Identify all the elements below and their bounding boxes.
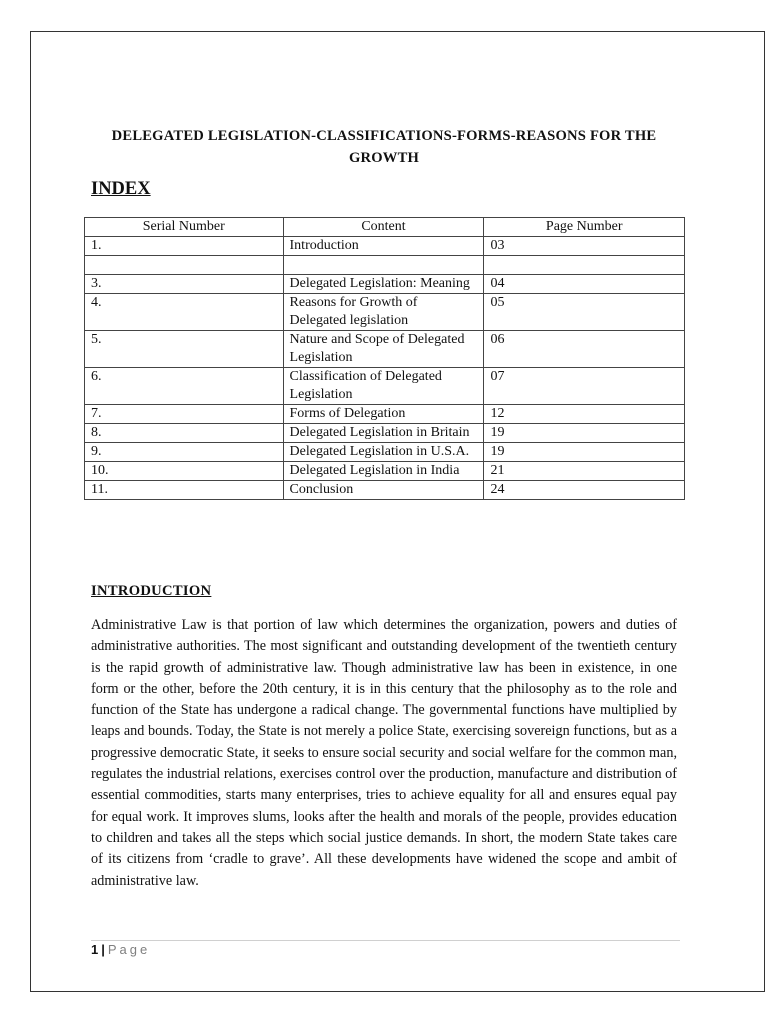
header-page-number: Page Number	[484, 218, 685, 237]
page-cell: 21	[484, 462, 685, 481]
content-cell: Delegated Legislation: Meaning	[283, 275, 484, 294]
content-cell: Conclusion	[283, 481, 484, 500]
serial-cell: 3.	[85, 275, 284, 294]
table-row	[85, 462, 685, 481]
index-table-header-row	[85, 218, 685, 237]
introduction-paragraph: Administrative Law is that portion of law which determines the organization, powers and duties of administrative authorities. The most significant and outstanding development of the twentieth century is the rapid growth of administrative law. Though administrative law has been in existence, in one form or the other, before the 20th century, it is in this century that the philosophy as to the role and function of the State has undergone a radical change. The governmental functions have multiplied by leaps and bounds. Today, the State is not merely a police State, exercising sovereign functions, but as a progressive democratic State, it seeks to ensure social security and social welfare for the common man, regulates the industrial relations, exercises control over the production, manufacture and distribution of essential commodities, starts many enterprises, tries to achieve equality for all and ensures equal pay for equal work. It improves slums, looks after the health and morals of the people, provides education to children and takes all the steps which social justice demands. In short, the modern State takes care of its citizens from ‘cradle to grave’. All these developments have widened the scope and ambit of administrative law.	[91, 617, 677, 889]
page-cell: 05	[484, 294, 685, 331]
page-cell: 03	[484, 237, 685, 256]
page-footer	[91, 942, 150, 957]
table-row	[85, 275, 685, 294]
header-content: Content	[283, 218, 484, 237]
content-cell	[283, 256, 484, 275]
footer-separator: |	[101, 942, 105, 957]
page-cell: 04	[484, 275, 685, 294]
content-cell: Introduction	[283, 237, 484, 256]
serial-cell: 10.	[85, 462, 284, 481]
content-cell: Classification of Delegated Legislation	[283, 368, 484, 405]
serial-cell: 1.	[85, 237, 284, 256]
content-cell: Forms of Delegation	[283, 405, 484, 424]
page-cell: 24	[484, 481, 685, 500]
content-cell: Reasons for Growth of Delegated legislation	[283, 294, 484, 331]
introduction-heading: INTRODUCTION	[91, 583, 212, 599]
page-label: Page	[107, 942, 151, 957]
index-heading: INDEX	[91, 179, 151, 199]
content-cell: Delegated Legislation in India	[283, 462, 484, 481]
index-table	[84, 217, 685, 500]
table-row	[85, 256, 685, 275]
content-cell: Delegated Legislation in U.S.A.	[283, 443, 484, 462]
document-title: DELEGATED LEGISLATION-CLASSIFICATIONS-FORMS-REASONS FOR THE GROWTH	[111, 128, 657, 166]
table-row	[85, 443, 685, 462]
page-cell: 19	[484, 424, 685, 443]
page-number: 1	[91, 942, 99, 957]
table-row	[85, 331, 685, 368]
table-row	[85, 237, 685, 256]
table-row	[85, 424, 685, 443]
table-row	[85, 294, 685, 331]
page-cell: 07	[484, 368, 685, 405]
serial-cell	[85, 256, 284, 275]
content-cell: Nature and Scope of Delegated Legislation	[283, 331, 484, 368]
table-row	[85, 481, 685, 500]
footer-divider	[91, 940, 680, 941]
page-cell	[484, 256, 685, 275]
content-cell: Delegated Legislation in Britain	[283, 424, 484, 443]
page-cell: 12	[484, 405, 685, 424]
page-cell: 19	[484, 443, 685, 462]
serial-cell: 4.	[85, 294, 284, 331]
table-row	[85, 405, 685, 424]
serial-cell: 11.	[85, 481, 284, 500]
serial-cell: 8.	[85, 424, 284, 443]
serial-cell: 6.	[85, 368, 284, 405]
page-cell: 06	[484, 331, 685, 368]
serial-cell: 9.	[85, 443, 284, 462]
table-row	[85, 368, 685, 405]
serial-cell: 7.	[85, 405, 284, 424]
header-serial-number: Serial Number	[85, 218, 284, 237]
serial-cell: 5.	[85, 331, 284, 368]
